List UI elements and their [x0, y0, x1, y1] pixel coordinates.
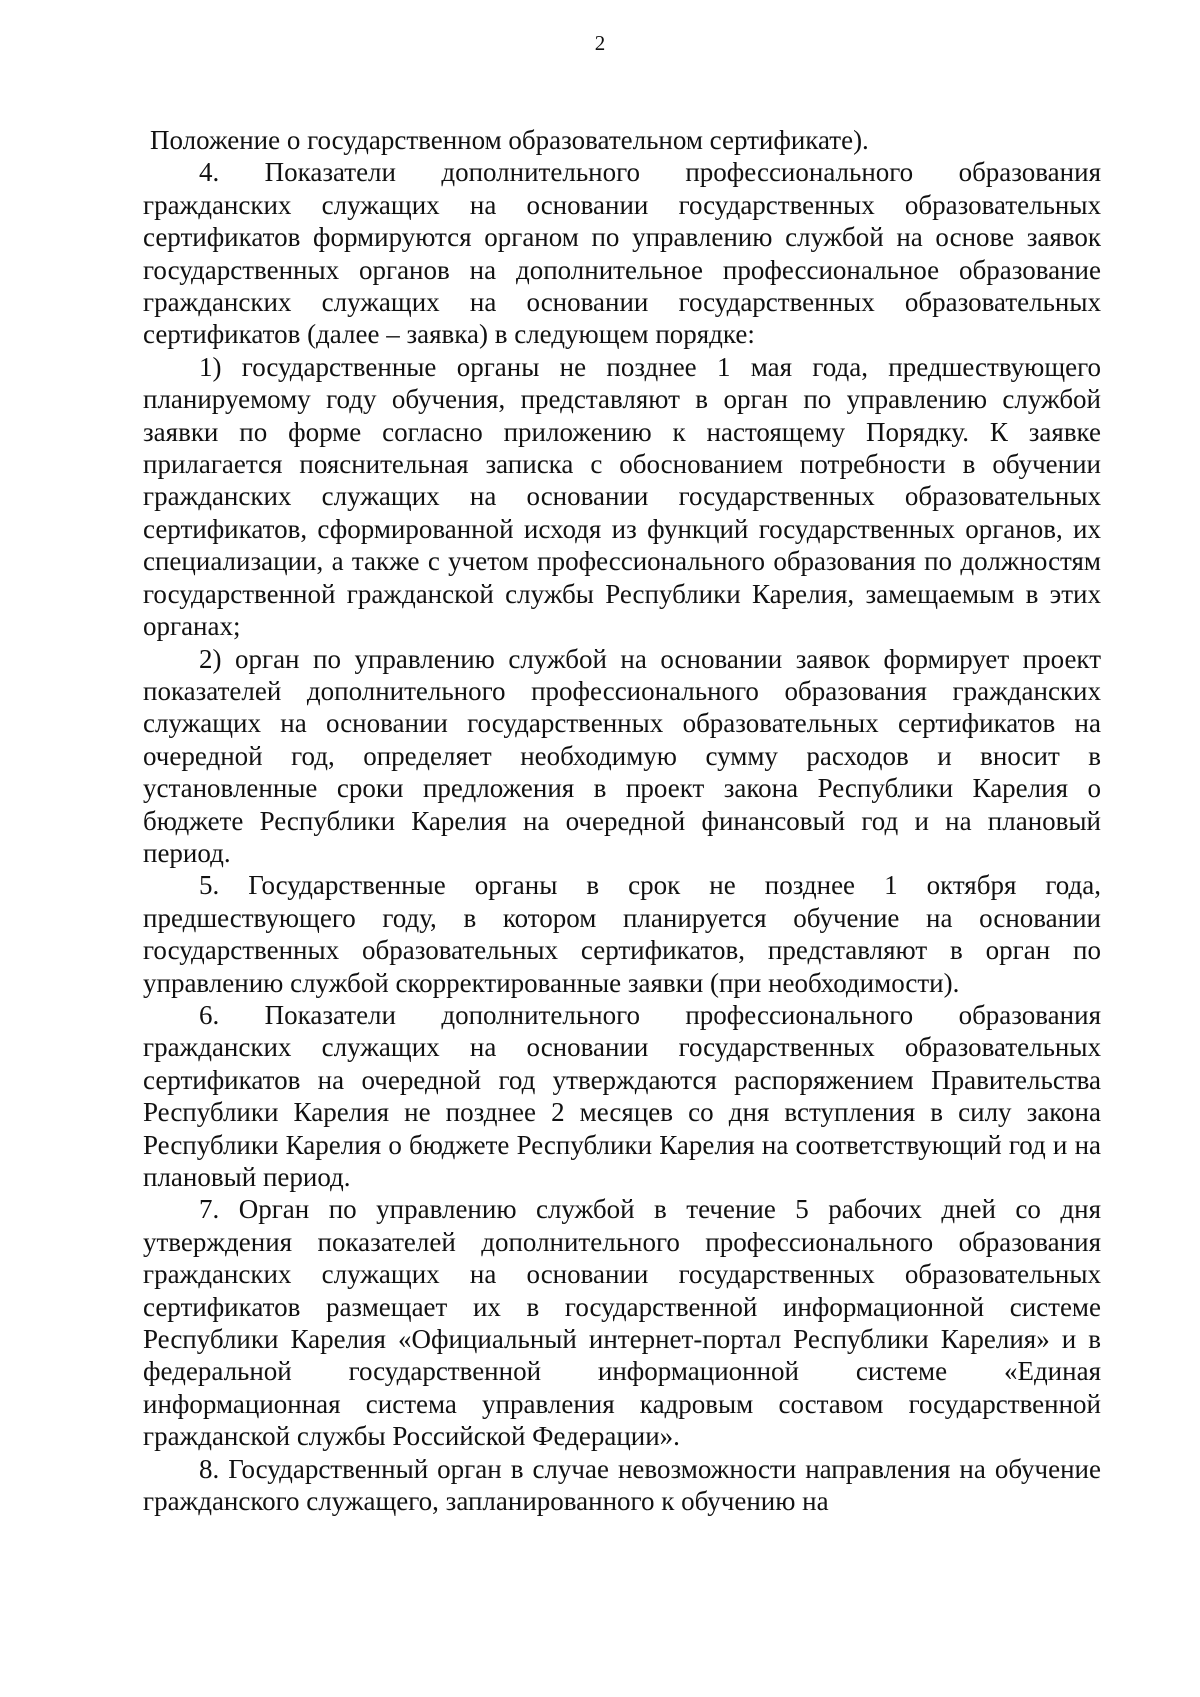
paragraph-item-4: 4. Показатели дополнительного профессионального образования гражданских служащих на основании государственных образовательных сертификатов формируются органом по управлению службой на основе заявок государственных органов на дополнительное профессиональное образование гражданских служащих на основании государственных образовательных сертификатов (далее – заявка) в следующем порядке:: [143, 157, 1101, 350]
paragraph-item-8: 8. Государственный орган в случае невозможности направления на обучение гражданского служащего, запланированного к обучению на: [143, 1453, 1101, 1517]
paragraph-continuation: Положение о государственном образовательном сертификате).: [150, 125, 869, 155]
paragraph-item-6: 6. Показатели дополнительного профессионального образования гражданских служащих на основании государственных образовательных сертификатов на очередной год утверждаются распоряжением Правительства Республики Карелия не позднее 2 месяцев со дня вступления в силу закона Республики Карелия о бюджете Республики Карелия на соответствующий год и на плановый период.: [143, 999, 1101, 1192]
paragraph-subitem-1: 1) государственные органы не позднее 1 мая года, предшествующего планируемому году обучения, представляют в орган по управлению службой заявки по форме согласно приложению к настоящему Порядку. К заявке прилагается пояснительная записка с обоснованием потребности в обучении гражданских служащих на основании государственных образовательных сертификатов, сформированной исходя из функций государственных органов, их специализации, а также с учетом профессионального образования по должностям государственной гражданской службы Республики Карелия, замещаемым в этих органах;: [143, 351, 1101, 642]
paragraph-item-7: 7. Орган по управлению службой в течение 5 рабочих дней со дня утверждения показателей дополнительного профессионального образования гражданских служащих на основании государственных образовательных сертификатов размещает их в государственной информационной системе Республики Карелия «Официальный интернет-портал Республики Карелия» и в федеральной государственной информационной системе «Единая информационная система управления кадровым составом государственной гражданской службы Российской Федерации».: [143, 1194, 1101, 1452]
document-body: [143, 124, 1101, 1517]
paragraph-item-5: 5. Государственные органы в срок не позднее 1 октября года, предшествующего году, в котором планируется обучение на основании государственных образовательных сертификатов, представляют в орган по управлению службой скорректированные заявки (при необходимости).: [143, 870, 1101, 998]
page-number: 2: [594, 31, 606, 55]
paragraph-subitem-2: 2) орган по управлению службой на основании заявок формирует проект показателей дополнительного профессионального образования гражданских служащих на основании государственных образовательных сертификатов на очередной год, определяет необходимую сумму расходов и вносит в установленные сроки предложения в проект закона Республики Карелия о бюджете Республики Карелия на очередной финансовый год и на плановый период.: [143, 643, 1101, 868]
